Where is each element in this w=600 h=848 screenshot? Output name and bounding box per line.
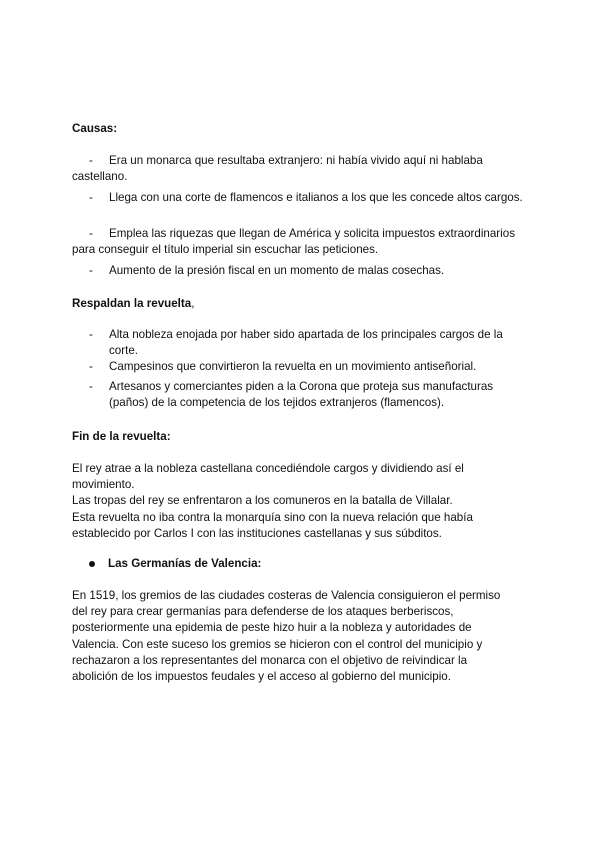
causas-item-1: [72, 153, 532, 185]
causas-item-2: [72, 190, 532, 206]
respaldan-item-3: [72, 379, 532, 411]
germanias-heading-text: Las Germanías de Valencia:: [108, 557, 262, 570]
dash-bullet: -: [89, 328, 93, 341]
germanias-heading: [72, 556, 261, 572]
dash-bullet: -: [89, 154, 93, 167]
bullet-dot-icon: [89, 561, 95, 567]
causas-item-text: Era un monarca que resultaba extranjero: ni había vivido aquí ni hablaba castellano.: [72, 154, 483, 184]
respaldan-heading-comma: ,: [191, 297, 195, 310]
causas-item-text: Llega con una corte de flamencos e italianos a los que les concede altos cargos.: [109, 191, 523, 204]
dash-bullet: -: [89, 380, 93, 393]
fin-line: Las tropas del rey se enfrentaron a los comuneros en la batalla de Villalar.: [72, 494, 453, 508]
fin-line: Esta revuelta no iba contra la monarquía sino con la nueva relación que había: [72, 510, 473, 524]
causas-heading: Causas:: [72, 122, 118, 135]
dash-bullet: -: [89, 227, 93, 240]
germanias-line: abolición de los impuestos feudales y el acceso al gobierno del municipio.: [72, 670, 451, 684]
fin-paragraph: [72, 461, 534, 542]
causas-item-text: Aumento de la presión fiscal en un momento de malas cosechas.: [109, 264, 445, 277]
dash-bullet: -: [89, 191, 93, 204]
dash-bullet: -: [89, 264, 93, 277]
germanias-line: posteriormente una epidemia de peste hizo huir a la nobleza y autoridades de: [72, 621, 472, 635]
germanias-line: del rey para crear germanías para defenderse de los ataques berberiscos,: [72, 605, 454, 619]
causas-item-text: Emplea las riquezas que llegan de América y solicita impuestos extraordinarios para conseguir el título imperial sin escuchar las peticiones.: [72, 227, 515, 257]
respaldan-item-2: [72, 359, 532, 375]
germanias-line: Valencia. Con este suceso los gremios se hicieron con el control del municipio y: [72, 637, 483, 651]
fin-line: establecido por Carlos I con las instituciones castellanas y sus súbditos.: [72, 526, 442, 540]
respaldan-heading-text: Respaldan la revuelta: [72, 297, 192, 310]
germanias-line: En 1519, los gremios de las ciudades costeras de Valencia consiguieron el permiso: [72, 589, 501, 602]
fin-line: movimiento.: [72, 478, 135, 492]
germanias-paragraph: [72, 588, 534, 685]
respaldan-item-text: Artesanos y comerciantes piden a la Corona que proteja sus manufacturas (paños) de la competencia de los tejidos extranjeros (flamencos).: [109, 380, 494, 410]
respaldan-heading: [72, 296, 194, 312]
dash-bullet: -: [89, 360, 93, 373]
germanias-line: rechazaron a los representantes del monarca con el objetivo de reivindicar la: [72, 653, 468, 667]
fin-line: El rey atrae a la nobleza castellana concediéndole cargos y dividiendo así el: [72, 462, 464, 475]
fin-heading: Fin de la revuelta:: [72, 430, 171, 443]
causas-item-3: [72, 226, 532, 258]
respaldan-item-1: [72, 327, 532, 359]
respaldan-item-text: Campesinos que convirtieron la revuelta en un movimiento antiseñorial.: [109, 360, 477, 373]
causas-item-4: [72, 263, 532, 279]
respaldan-item-text: Alta nobleza enojada por haber sido apartada de los principales cargos de la corte.: [109, 328, 503, 358]
